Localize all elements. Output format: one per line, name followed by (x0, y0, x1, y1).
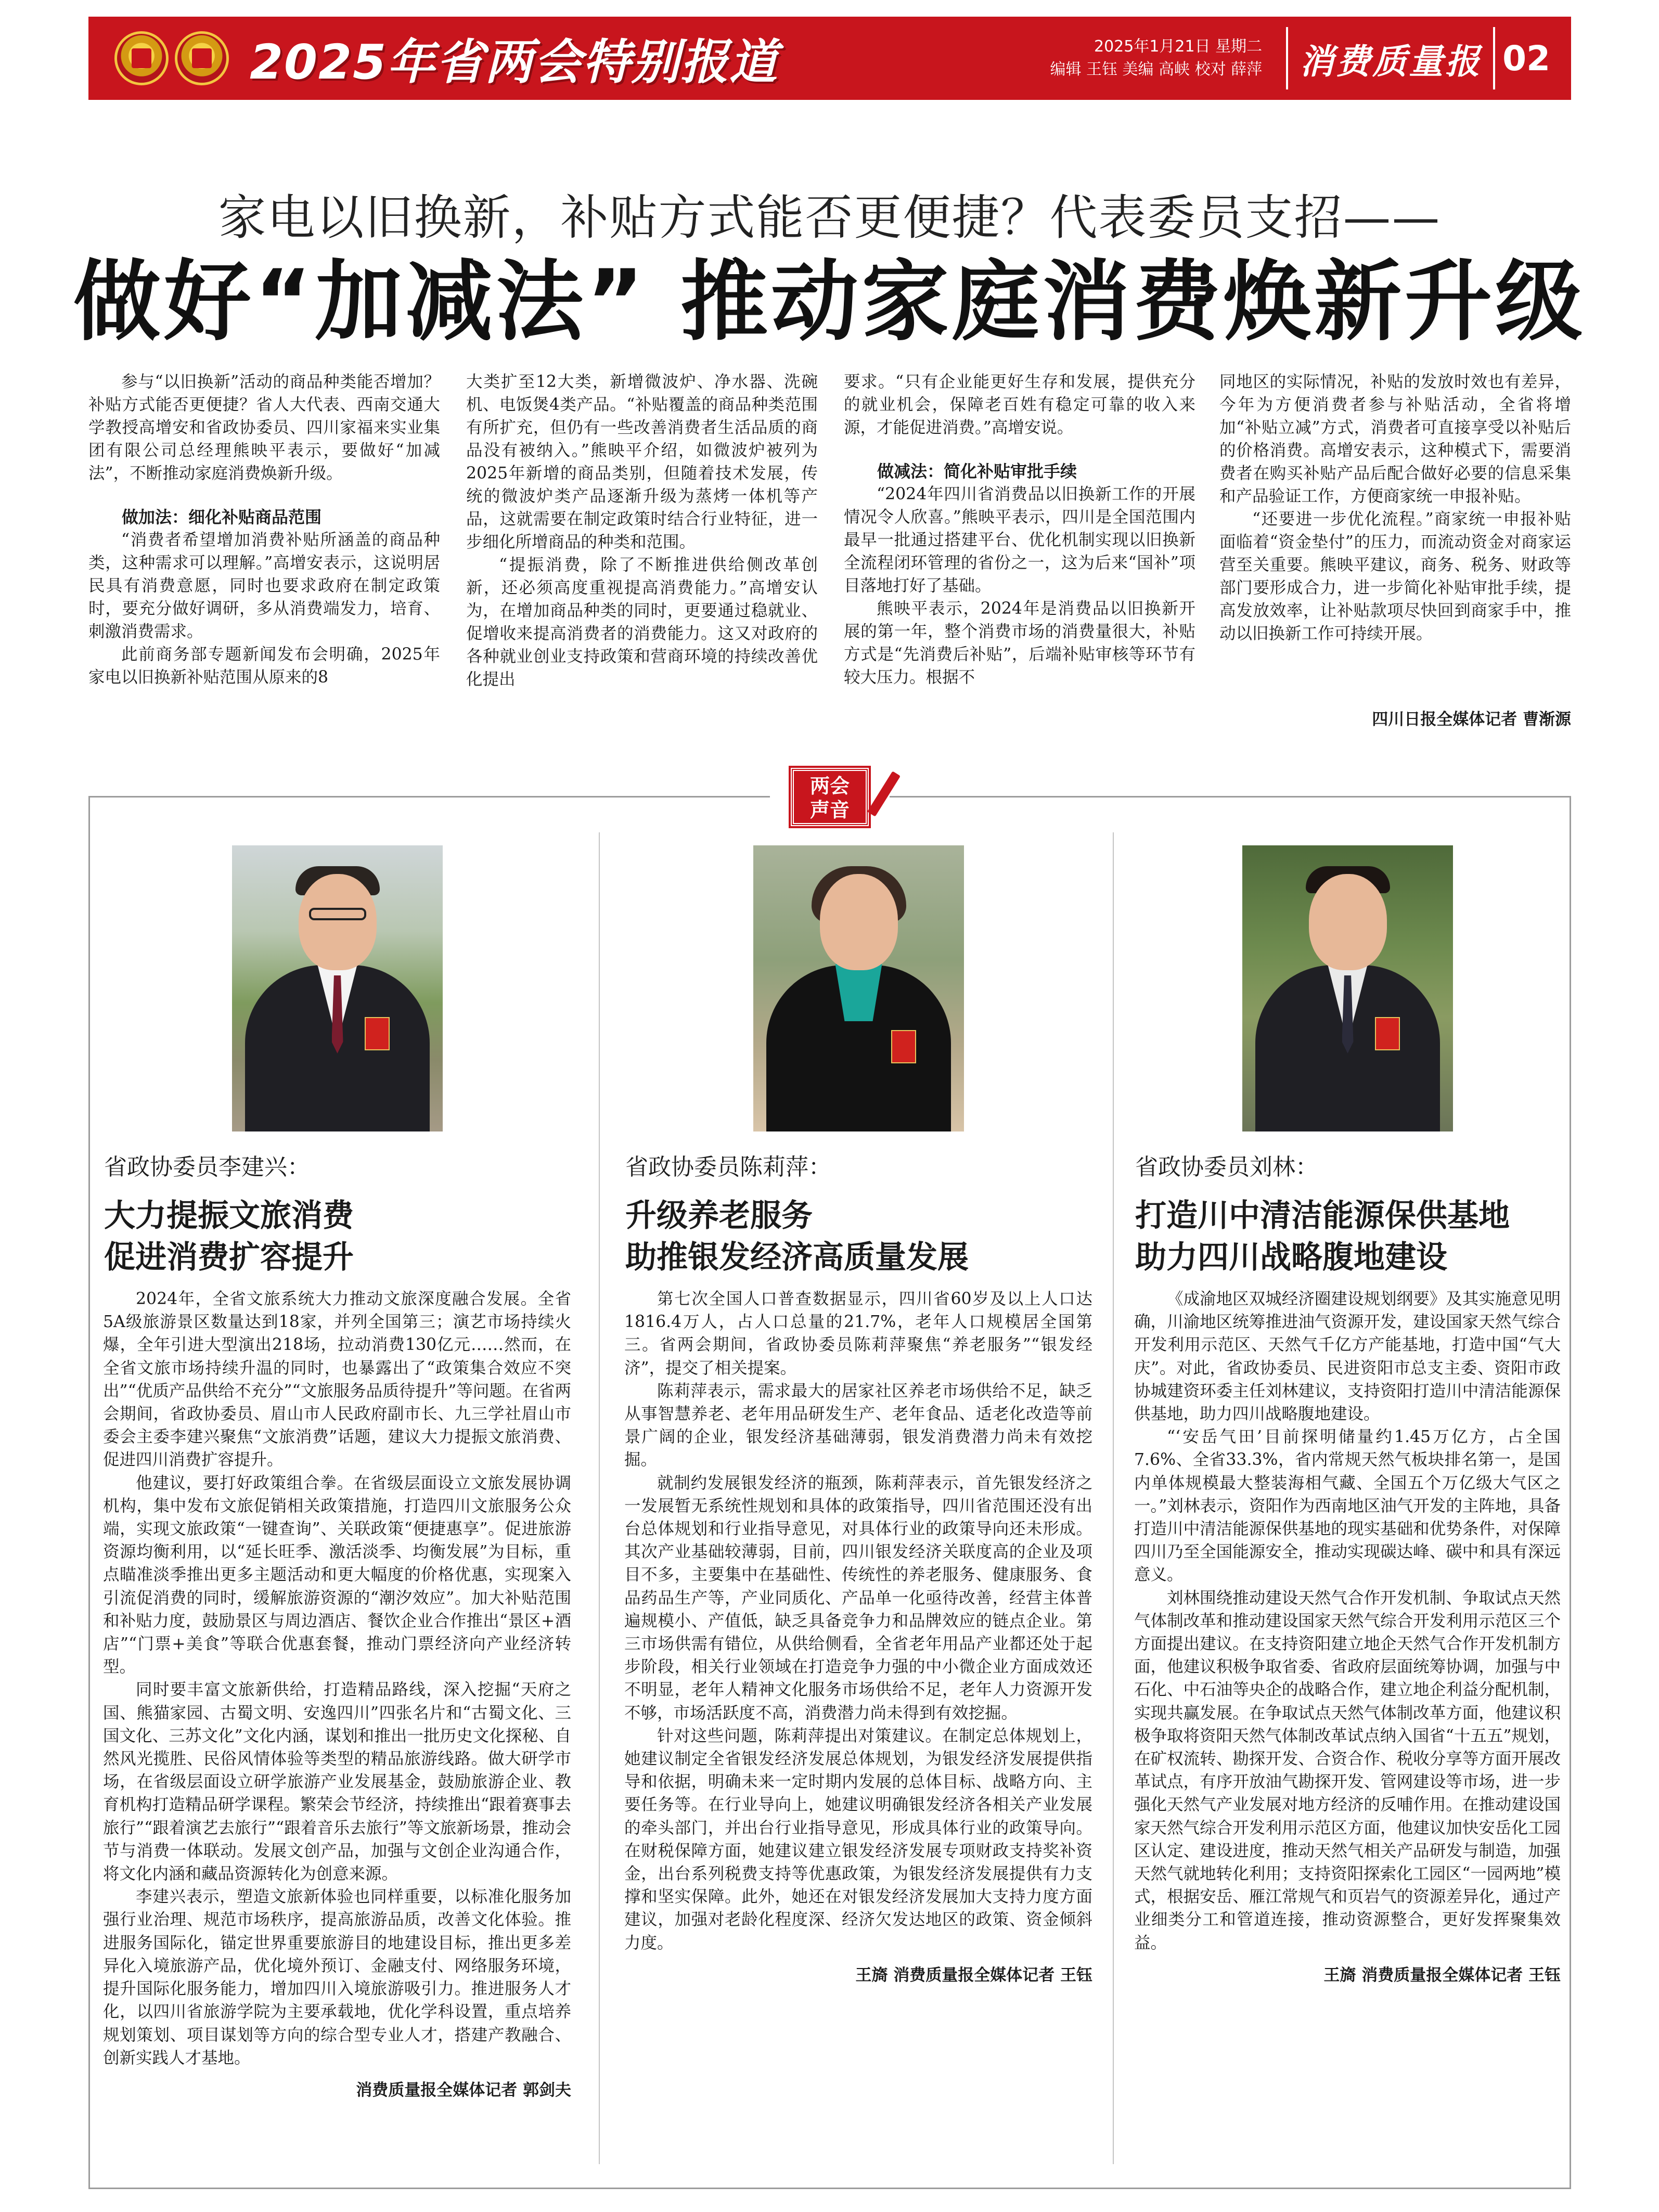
section-subhead: 做减法：简化补贴审批手续 (877, 461, 1077, 481)
badge-line: 两会 (809, 775, 850, 798)
voice-body (1134, 1288, 1561, 1954)
paragraph: 《成渝地区双城经济圈建设规划纲要》及其实施意见明确，川渝地区统筹推进油气资源开发，建设国家天然气综合开发利用示范区、天然气千亿方产能基地，打造中国“气大庆”。对此，省政协委员、民进资阳市总支主委、资阳市政协城建资环委主任刘林建议，支持资阳打造川中清洁能源保供基地，助力四川战略腹地建设。 (1134, 1290, 1561, 1424)
paragraph: 大类扩至12大类，新增微波炉、净水器、洗碗机、电饭煲4类产品。“补贴覆盖的商品种类范围有所扩充，但仍有一些改善消费者生活品质的商品没有被纳入。”熊映平介绍，如微波炉被列为2025年新增的商品类别，但随着技术发展，传统的微波炉类产品逐渐升级为蒸烤一体机等产品，这就需要在制定政策时结合行业特征，进一步细化所增商品的种类和范围。 (466, 372, 818, 551)
national-emblem-icon (114, 31, 169, 85)
paragraph: “提振消费，除了不断推进供给侧改革创新，还必须高度重视提高消费能力。”高增安认为，在增加商品种类的同时，更要通过稳就业、促增收来提高消费者的消费能力。这又对政府的各种就业创业支持政策和营商环境的持续改善优化提出 (466, 556, 818, 689)
article-kicker: 家电以旧换新，补贴方式能否更便捷？代表委员支招—— (218, 190, 1441, 246)
title-line: 促进消费扩容提升 (104, 1239, 354, 1276)
portrait-photo (1242, 845, 1453, 1131)
paragraph: 2024年，全省文旅系统大力推动文旅深度融合发展。全省5A级旅游景区数量达到18家，并列全国第三；演艺市场持续火爆，全年引进大型演出218场，拉动消费130亿元……然而，在全省文旅市场持续升温的同时，也暴露出了“政策集合效应不突出”“优质产品供给不充分”“文旅服务品质待提升”等问题。在省两会期间，省政协委员、眉山市人民政府副市长、九三学社眉山市委会主委李建兴聚焦“文旅消费”话题，建议大力提振文旅消费、促进四川消费扩容提升。 (103, 1290, 571, 1470)
voice-byline: 消费质量报全媒体记者 郭剑夫 (356, 2080, 571, 2100)
column-divider (1113, 832, 1114, 2164)
paragraph: “‘安岳气田’目前探明储量约1.45万亿方，占全国7.6%、全省33.3%，省内常规天然气板块排名第一，是国内单体规模最大整装海相气藏、全国五个万亿级大气区之一。”刘林表示，资阳作为西南地区油气开发的主阵地，具备打造川中清洁能源保供基地的现实基础和优势条件，对保障四川乃至全国能源安全，推动实现碳达峰、碳中和具有深远意义。 (1134, 1427, 1561, 1585)
paragraph: 同地区的实际情况，补贴的发放时效也有差异，今年为方便消费者参与补贴活动，全省将增加“补贴立减”方式，消费者可直接享受以补贴后的价格消费。高增安表示，这种模式下，需要消费者在购买补贴产品后配合做好必要的信息采集和产品验证工作，方便商家统一申报补贴。 (1219, 372, 1571, 506)
paragraph: 李建兴表示，塑造文旅新体验也同样重要，以标准化服务加强行业治理、规范市场秩序，提高旅游品质，改善文化体验。推进服务国际化，锚定世界重要旅游目的地建设目标，推出更多差异化入境旅游产品，优化境外预订、金融支付、网络服务环境，提升国际化服务能力，增加四川入境旅游吸引力。推进服务人才化，以四川省旅游学院为主要承载地，优化学科设置，重点培养规划策划、项目谋划等方向的综合型专业人才，搭建产教融合、创新实践人才基地。 (103, 1887, 571, 2067)
voice-column-3 (1134, 845, 1561, 1985)
header-divider (1493, 27, 1495, 89)
voice-role: 省政协委员李建兴： (104, 1154, 310, 1180)
lead-article (88, 370, 1571, 735)
title-line: 助力四川战略腹地建设 (1135, 1239, 1447, 1276)
voice-byline: 王旖 消费质量报全媒体记者 王钰 (1323, 1965, 1561, 1985)
paragraph: “2024年四川省消费品以旧换新工作的开展情况令人欣喜。”熊映平表示，四川是全国范围内最早一批通过搭建平台、优化机制实现以旧换新全流程闭环管理的省份之一，这为后来“国补”项目落地打好了基础。 (844, 485, 1195, 595)
title-line: 打造川中清洁能源保供基地 (1135, 1198, 1510, 1234)
column-divider (599, 832, 600, 2164)
paragraph: 陈莉萍表示，需求最大的居家社区养老市场供给不足，缺乏从事智慧养老、老年用品研发生产、老年食品、适老化改造等前景广阔的企业，银发经济基础薄弱，银发消费潜力尚未有效挖掘。 (624, 1381, 1092, 1470)
paragraph: “还要进一步优化流程。”商家统一申报补贴面临着“资金垫付”的压力，而流动资金对商家运营至关重要。熊映平建议，商务、税务、财政等部门要形成合力，进一步简化补贴审批手续，提高发放效率，让补贴款项尽快回到商家手中，推动以旧换新工作可持续开展。 (1219, 510, 1571, 643)
editor-credits: 编辑 王钰 美编 高峡 校对 薛萍 (1050, 60, 1263, 79)
emblems (114, 31, 235, 85)
page-number: 02 (1502, 38, 1550, 79)
article-column-4 (1219, 370, 1571, 645)
header-divider (1286, 27, 1288, 89)
paragraph: 熊映平表示，2024年是消费品以旧换新开展的第一年，整个消费市场的消费量很大，补贴方式是“先消费后补贴”，后端补贴审核等环节有较大压力。根据不 (844, 599, 1195, 687)
article-byline: 四川日报全媒体记者 曹渐源 (1372, 710, 1571, 729)
newspaper-name: 消费质量报 (1300, 41, 1482, 82)
paragraph: 针对这些问题，陈莉萍提出对策建议。在制定总体规划上，她建议制定全省银发经济发展总体规划，为银发经济发展提供指导和依据，明确未来一定时期内发展的总体目标、战略方向、主要任务等。在行业导向上，她建议明确银发经济各相关产业发展的牵头部门，并出台行业指导意见，形成具体行业的政策导向。在财税保障方面，她建议建立银发经济发展专项财政支持奖补资金，出台系列税费支持等优惠政策，为银发经济发展提供有力支撑和坚实保障。此外，她还在对银发经济发展加大支持力度方面建议，加强对老龄化程度深、经济欠发达地区的政策、资金倾斜力度。 (624, 1726, 1092, 1952)
voice-body (624, 1288, 1092, 1954)
voice-title (1134, 1195, 1561, 1278)
paragraph: 就制约发展银发经济的瓶颈，陈莉萍表示，首先银发经济之一发展暂无系统性规划和具体的政策指导，四川省范围还没有出台总体规划和行业指导意见，对具体行业的政策导向还未形成。其次产业基础较薄弱，目前，四川银发经济关联度高的企业及项目不多，主要集中在基础性、传统性的养老服务、健康服务、食品药品生产等，产业同质化、产品单一化亟待改善，经营主体普遍规模小、产值低，缺乏具备竞争力和品牌效应的链点企业。第三市场供需有错位，从供给侧看，全省老年用品产业都还处于起步阶段，相关行业领域在打造竞争力强的中小微企业方面成效还不明显，老年人精神文化服务市场供给不足，老年人力资源开发不够，市场活跃度不高，消费潜力尚未得到有效挖掘。 (624, 1473, 1092, 1722)
title-line: 助推银发经济高质量发展 (625, 1239, 969, 1276)
portrait-photo (232, 845, 443, 1131)
cppcc-emblem-icon (175, 31, 229, 85)
voice-column-1 (103, 845, 571, 2100)
article-column-3 (844, 370, 1195, 689)
badge-line: 声音 (809, 799, 850, 821)
voice-role: 省政协委员刘林： (1135, 1154, 1318, 1180)
paragraph: 第七次全国人口普查数据显示，四川省60岁及以上人口达1816.4万人，占人口总量的21.7%，老年人口规模居全国第三。省两会期间，省政协委员陈莉萍聚焦“养老服务”“银发经济”，提交了相关提案。 (624, 1290, 1092, 1378)
paragraph: “消费者希望增加消费补贴所涵盖的商品种类，这种需求可以理解。”高增安表示，这说明居民具有消费意愿，同时也要求政府在制定政策时，要充分做好调研，多从消费端发力，培育、刺激消费需求。 (88, 531, 440, 641)
voices-badge-label (791, 768, 869, 826)
paragraph: 此前商务部专题新闻发布会明确，2025年家电以旧换新补贴范围从原来的8 (88, 645, 440, 687)
paragraph: 刘林围绕推动建设天然气合作开发机制、争取试点天然气体制改革和推动建设国家天然气综合开发利用示范区三个方面提出建议。在支持资阳建立地企天然气合作开发机制方面，他建议积极争取省委、省政府层面统筹协调，加强与中石化、中石油等央企的战略合作，建立地企利益分配机制，实现共赢发展。在争取试点天然气体制改革方面，他建议积极争取将资阳天然气体制改革试点纳入国省“十五五”规划，在矿权流转、勘探开发、合资合作、税收分享等方面开展改革试点，有序开放油气勘探开发、管网建设等市场，进一步强化天然气产业发展对地方经济的反哺作用。在推动建设国家天然气综合开发利用示范区方面，他建议加快安岳化工园区认定、建设进度，推动天然气相关产品研发与制造，加强天然气就地转化利用；支持资阳探索化工园区“一园两地”模式，根据安岳、雁江常规气和页岩气的资源差异化，通过产业细类分工和管道连接，推动资源整合，更好发挥聚集效益。 (1134, 1588, 1561, 1952)
voice-column-2 (624, 845, 1092, 1985)
voices-badge (770, 766, 890, 828)
paragraph: 同时要丰富文旅新供给，打造精品路线，深入挖掘“天府之国、熊猫家园、古蜀文明、安逸四川”四张名片和“古蜀文化、三国文化、三苏文化”文化内涵，谋划和推出一批历史文化探秘、自然风光揽胜、民俗风情体验等类型的精品旅游线路。做大研学市场，在省级层面设立研学旅游产业发展基金，鼓励旅游企业、教育机构打造精品研学课程。繁荣会节经济，持续推出“跟着赛事去旅行”“跟着演艺去旅行”“跟着音乐去旅行”等文旅新场景，推动会节与消费一体联动。发展文创产品，加强与文创企业沟通合作，将文化内涵和藏品资源转化为创意来源。 (103, 1680, 571, 1884)
issue-date: 2025年1月21日 星期二 (1094, 37, 1263, 56)
section-subhead: 做加法：细化补贴商品范围 (122, 507, 322, 527)
voice-title (103, 1195, 571, 1278)
paragraph: 他建议，要打好政策组合拳。在省级层面设立文旅发展协调机构，集中发布文旅促销相关政策措施，打造四川文旅服务公众端，实现文旅政策“一键查询”、关联政策“便捷惠享”。促进旅游资源均衡利用，以“延长旺季、激活淡季、均衡发展”为目标，重点瞄准淡季推出更多主题活动和更大幅度的价格优惠，实现案入引流促消费的同时，缓解旅游资源的“潮汐效应”。加大补贴范围和补贴力度，鼓励景区与周边酒店、餐饮企业合作推出“景区+酒店”“门票+美食”等联合优惠套餐，推动门票经济向产业经济转型。 (103, 1473, 571, 1677)
paragraph: 参与“以旧换新”活动的商品种类能否增加？补贴方式能否更便捷？省人大代表、西南交通大学教授高增安和省政协委员、四川家福来实业集团有限公司总经理熊映平表示，要做好“加减法”，不断推动家庭消费焕新升级。 (88, 372, 440, 483)
voice-role: 省政协委员陈莉萍： (625, 1154, 831, 1180)
article-column-1 (88, 370, 440, 689)
article-column-2 (466, 370, 818, 691)
title-line: 大力提振文旅消费 (104, 1198, 354, 1234)
page-header (88, 17, 1571, 100)
title-line: 升级养老服务 (625, 1198, 813, 1234)
issue-meta (1050, 35, 1262, 81)
voice-body (103, 1288, 571, 2069)
paragraph: 要求。“只有企业能更好生存和发展，提供充分的就业机会，保障老百姓有稳定可靠的收入来源，才能促进消费。”高增安说。 (844, 372, 1195, 437)
portrait-photo (753, 845, 964, 1131)
voice-title (624, 1195, 1092, 1278)
article-headline: 做好“加减法” 推动家庭消费焕新升级 (73, 251, 1586, 353)
voice-byline: 王旖 消费质量报全媒体记者 王钰 (855, 1965, 1092, 1985)
special-report-title: 2025年省两会特别报道 (250, 34, 779, 90)
